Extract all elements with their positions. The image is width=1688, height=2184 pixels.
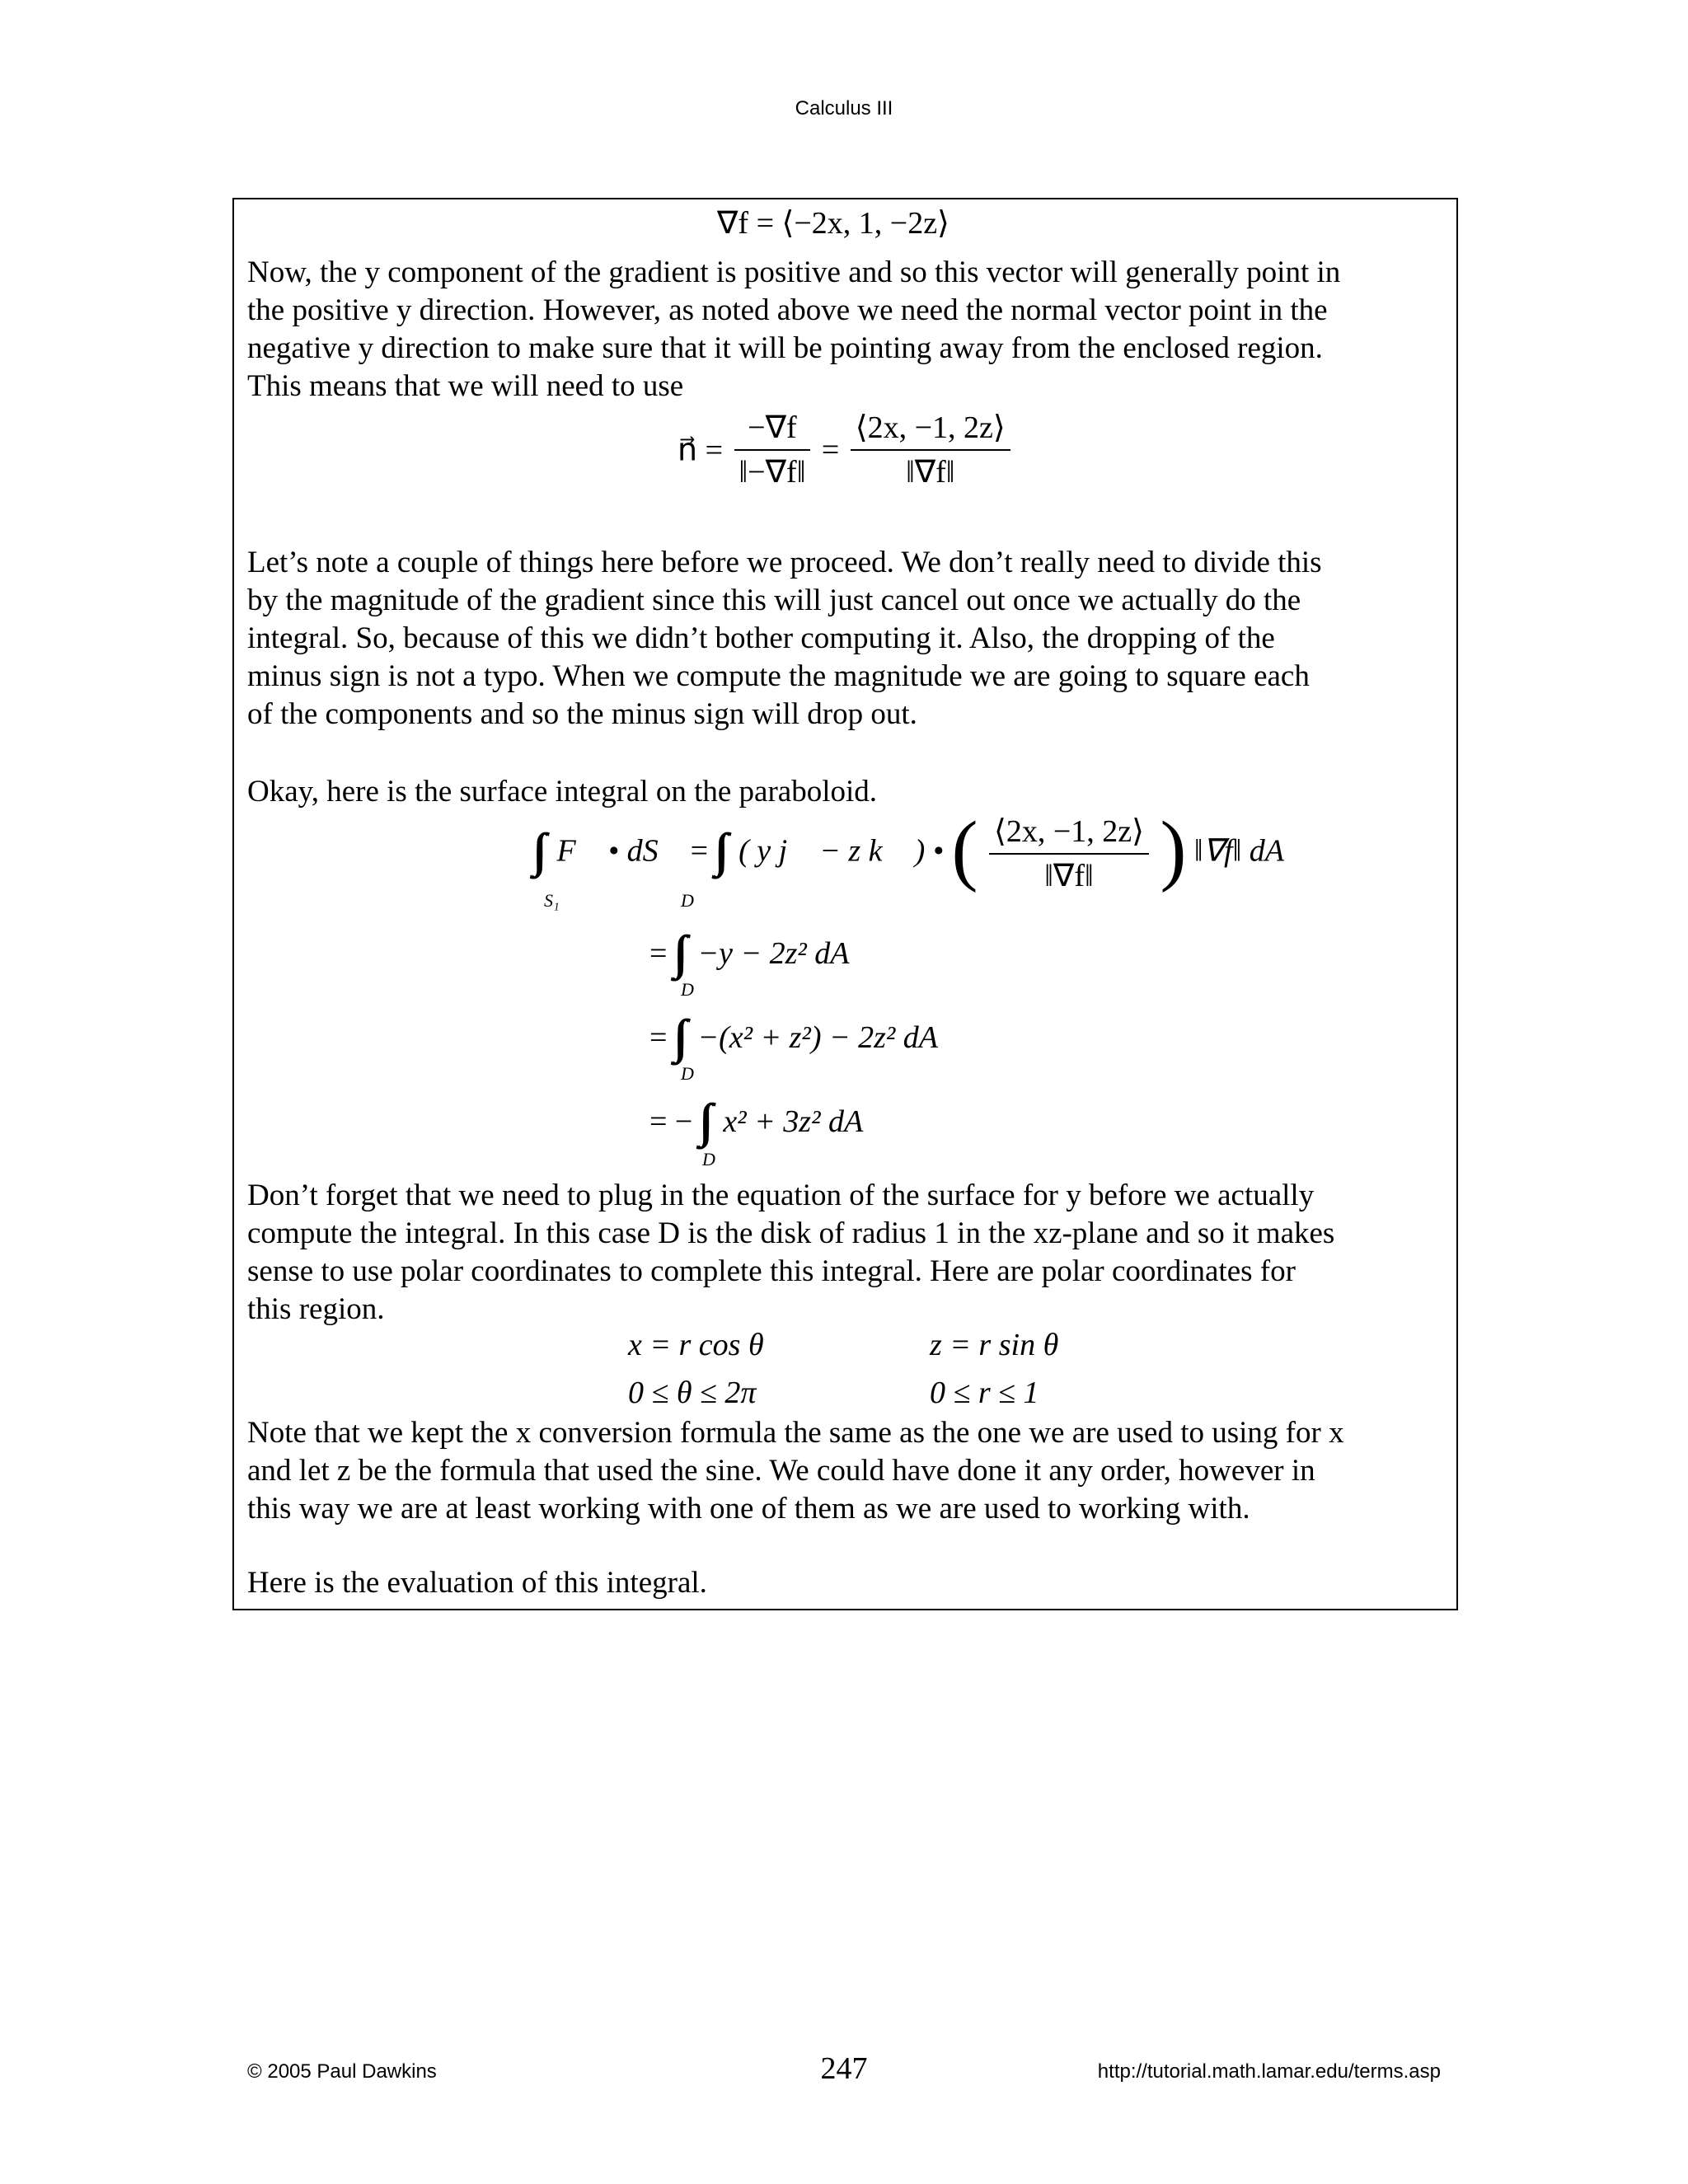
left-paren-icon: ( (951, 804, 978, 893)
region-subscript: D (681, 979, 694, 1000)
double-integral-icon (675, 1009, 690, 1064)
equals-sign: = (649, 1020, 668, 1055)
normal-fraction-1 (734, 408, 811, 492)
surface-frac-denominator: ‖∇f‖ (1044, 859, 1094, 893)
paragraph-polar-setup: Don’t forget that we need to plug in the equation of the surface for y before we actually compute the integral. In this case D is the disk of radius 1 in the xz-plane and so it makes sense to use polar coordinates to complete this integral. Here are polar coordinates for this region. (247, 1179, 1335, 1326)
surface-integral-line1 (534, 804, 1284, 911)
equals-sign: = (821, 433, 840, 467)
polar-x: x = r cos θ (628, 1328, 764, 1362)
paragraph-magnitude-note: Let’s note a couple of things here before we proceed. We don’t really need to divide this by the magnitude of the gradient since this will just cancel out once we actually do the integral. So, because of this we didn’t bother computing it. Also, the dropping of the minus sign is not a typo. When we compute the magnitude we are going to square each of the components and so the minus sign will drop out. (247, 546, 1322, 731)
paragraph-evaluation-intro: Here is the evaluation of this integral. (247, 1566, 707, 1600)
integrand-line4: x² + 3z² dA (723, 1104, 864, 1139)
normal-frac2-numerator: ⟨2x, −1, 2z⟩ (851, 408, 1010, 451)
surface-integral-rhs-a: ( y j⃗ − z k⃗ ) • (738, 833, 945, 869)
footer-copyright: © 2005 Paul Dawkins (247, 2060, 437, 2083)
double-integral-icon (716, 823, 731, 878)
region-subscript: D (681, 1063, 694, 1084)
equals-sign: = (690, 833, 709, 869)
surface-frac-numerator: ⟨2x, −1, 2z⟩ (989, 812, 1149, 855)
polar-theta-range: 0 ≤ θ ≤ 2π (628, 1376, 757, 1410)
surface-integral-line3 (649, 1009, 938, 1064)
paragraph-surface-integral-intro: Okay, here is the surface integral on the paraboloid. (247, 775, 878, 808)
surface-integral-line4 (649, 1093, 863, 1148)
normal-fraction-2 (851, 408, 1010, 492)
surface-subscript: S₁ (544, 890, 560, 911)
p1-line4: This means that we will need to use (247, 369, 684, 403)
integrand-line3: −(x² + z²) − 2z² dA (697, 1020, 939, 1055)
normal-vector-equation (678, 408, 1014, 492)
right-paren-icon: ) (1160, 804, 1187, 893)
integrand-line2: −y − 2z² dA (697, 936, 850, 971)
page-number: 247 (820, 2051, 868, 2086)
equals-sign: = (649, 936, 668, 971)
p1-line3: negative y direction to make sure that it will be pointing away from the enclosed region. (247, 331, 1323, 365)
paragraph-gradient-direction (247, 254, 1451, 405)
normal-frac2-denominator: ‖∇f‖ (906, 455, 955, 490)
double-integral-icon (534, 823, 549, 878)
double-integral-icon (701, 1093, 715, 1148)
page-header: Calculus III (795, 97, 893, 120)
paragraph-conversion-note: Note that we kept the x conversion formula the same as the one we are used to using for x and let z be the formula that used the sine. We could have done it any order, however in this way we are at least working with one of them as we are used to working with. (247, 1416, 1344, 1526)
equals-sign: = − (649, 1104, 693, 1139)
footer-url[interactable]: http://tutorial.math.lamar.edu/terms.asp (1097, 2060, 1441, 2083)
surface-integral-line2 (649, 925, 849, 980)
region-subscript: D (702, 1149, 715, 1169)
surface-integral-fraction (989, 812, 1149, 896)
polar-z: z = r sin θ (930, 1328, 1059, 1362)
region-subscript: D (681, 890, 694, 911)
normal-frac1-denominator: ‖−∇f‖ (738, 455, 806, 490)
normal-lhs: n⃗ = (678, 433, 724, 468)
p1-line1: Now, the y component of the gradient is positive and so this vector will generally point in (247, 255, 1341, 289)
p1-line2: the positive y direction. However, as noted above we need the normal vector point in the (247, 293, 1328, 327)
surface-integral-rhs-b: ‖∇f‖ dA (1193, 833, 1284, 869)
normal-frac1-numerator: −∇f (734, 408, 811, 451)
polar-r-range: 0 ≤ r ≤ 1 (930, 1376, 1039, 1410)
gradient-equation: ∇f = ⟨−2x, 1, −2z⟩ (717, 206, 950, 241)
double-integral-icon (675, 925, 690, 980)
surface-integral-lhs: F⃗ • dS⃗ (556, 833, 683, 869)
